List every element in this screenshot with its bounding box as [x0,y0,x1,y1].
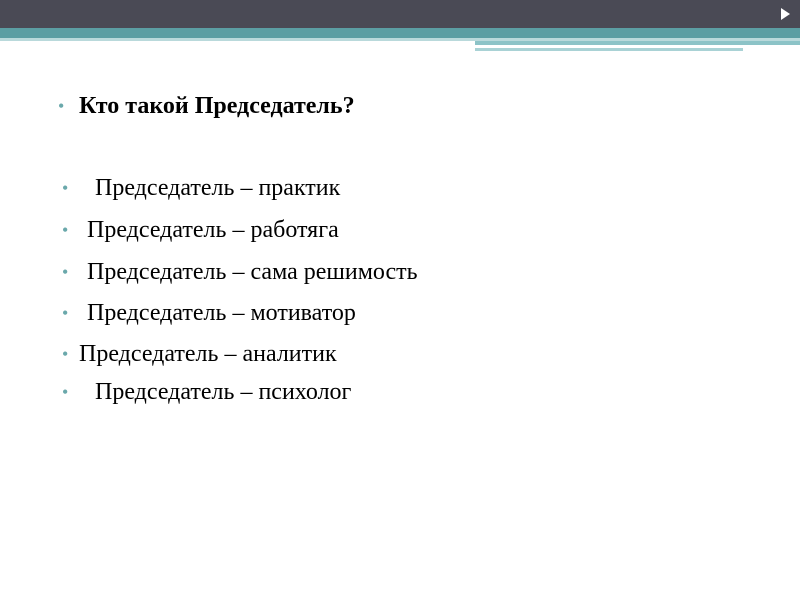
list-item-text: Председатель – сама решимость [87,259,418,285]
bullet-icon: • [62,220,69,240]
slide-heading: Кто такой Председатель? [79,93,355,119]
bullet-icon: • [62,344,69,364]
bullet-icon: • [62,382,69,402]
list-item-text: Председатель – работяга [87,217,339,243]
list-item-text: Председатель – аналитик [79,341,337,367]
bullet-icon: • [62,178,69,198]
list-item-text: Председатель – мотиватор [87,300,356,326]
list-item-text: Председатель – психолог [95,379,352,405]
list-item-text: Председатель – практик [95,175,341,201]
bullet-icon: • [58,96,65,116]
bullet-icon: • [62,303,69,323]
bullet-icon: • [62,262,69,282]
